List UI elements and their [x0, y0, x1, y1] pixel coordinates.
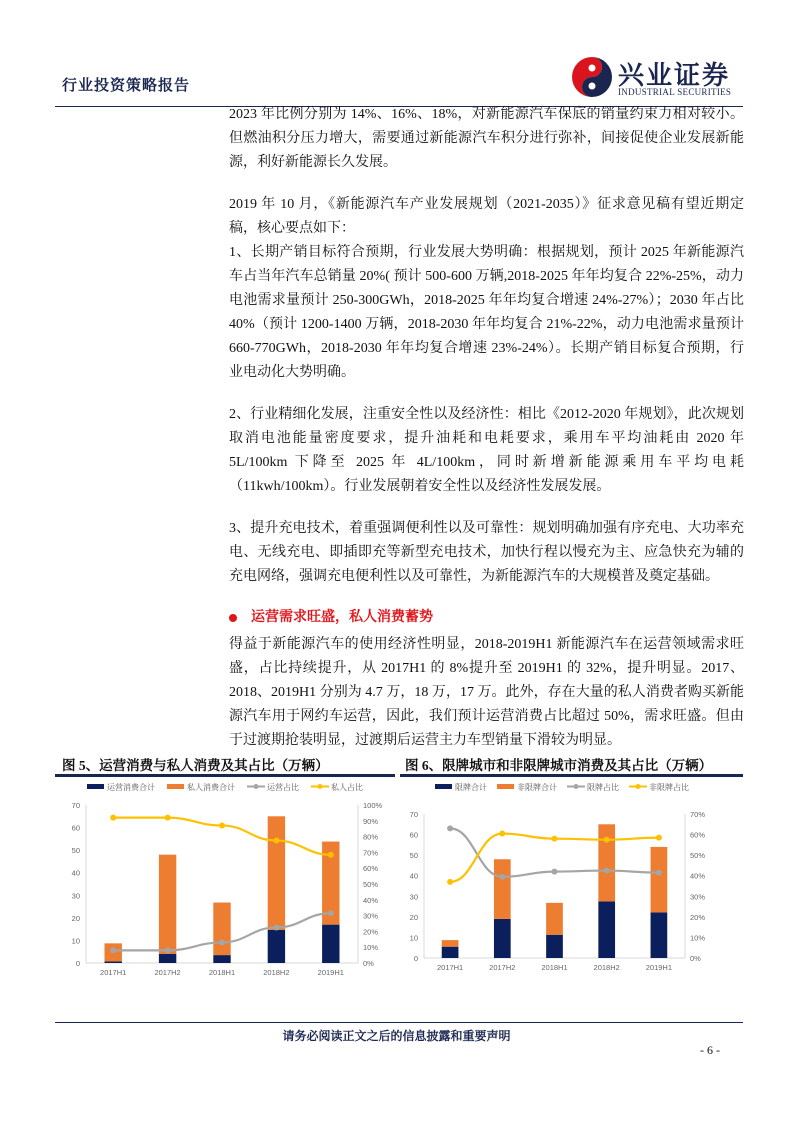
x-tick-label: 2019H1	[645, 963, 673, 972]
figure-6-chart	[400, 777, 740, 982]
paragraph-5: 3、提升充电技术，着重强调便利性以及可靠性：规划明确加强有序充电、大功率充电、无线充电、即插即充等新型充电技术，加快行程以慢充为主、应急快充为辅的充电网络，强调充电便利性以及可靠性，为新能源汽车的大规模普及奠定基础。	[229, 521, 744, 584]
page-number: - 6 -	[700, 1043, 720, 1057]
section-heading-text: 运营需求旺盛，私人消费蓄势	[251, 610, 433, 625]
body-content	[0, 103, 793, 982]
y2-tick-label: 30%	[363, 911, 379, 921]
x-tick-label: 2017H2	[489, 963, 516, 972]
line-point	[604, 837, 610, 843]
line-point	[110, 947, 116, 953]
y-tick-label: 60	[409, 830, 418, 840]
legend-swatch-1	[167, 784, 184, 789]
y-tick-label: 30	[71, 891, 80, 901]
legend-marker-3	[318, 784, 323, 789]
legend-marker-2	[254, 784, 259, 789]
line-point	[219, 823, 225, 829]
y2-tick-label: 90%	[363, 816, 379, 826]
y2-tick-label: 20%	[690, 912, 706, 922]
line-point	[656, 870, 662, 876]
legend-label: 运营占比	[267, 783, 299, 792]
section-heading	[229, 607, 793, 629]
line-point	[328, 910, 334, 916]
y2-tick-label: 10%	[690, 933, 706, 943]
bar-segment	[651, 912, 668, 958]
legend-label: 限牌占比	[587, 783, 619, 792]
bar-segment	[159, 954, 176, 963]
y-tick-label: 70	[71, 801, 80, 810]
footer-divider	[55, 1022, 743, 1023]
line-point	[552, 836, 558, 842]
bullet-icon	[229, 614, 237, 622]
figure-6	[400, 757, 743, 982]
legend-marker-3	[636, 784, 641, 789]
bar-segment	[651, 847, 668, 912]
line-point	[165, 815, 171, 821]
bar-segment	[213, 903, 230, 956]
footer-disclaimer: 请务必阅读正文之后的信息披露和重要声明	[282, 1029, 511, 1043]
line-point	[273, 924, 279, 930]
logo-en-text: INDUSTRIAL SECURITIES	[618, 87, 732, 97]
paragraph-4: 2、行业精细化发展，注重安全性以及经济性：相比《2012-2020 年规划》，此次规划取消电池能量密度要求，提升油耗和电耗要求，乘用车平均油耗由 2020 年 5L/100km 下降至 2025 年 4L/100km，同时新增新能源乘用车平均电耗（11kwh/100km）。行业发展朝着安全性以及经济性发展发展。	[229, 407, 744, 494]
bar-segment	[442, 947, 459, 958]
y2-tick-label: 70%	[690, 810, 706, 819]
bar-segment	[546, 903, 563, 935]
x-tick-label: 2017H1	[100, 968, 127, 977]
bar-segment	[322, 925, 339, 963]
line-point	[656, 835, 662, 841]
line-point	[447, 879, 453, 885]
bar-segment	[442, 940, 459, 947]
paragraph-2: 2019 年 10 月，《新能源汽车产业发展规划（2021-2035）》征求意见稿有望近期定稿，核心要点如下：	[229, 197, 744, 236]
logo-swirl-icon	[570, 55, 614, 99]
bar-segment	[159, 855, 176, 954]
bar-segment	[494, 919, 511, 958]
bar-segment	[546, 935, 563, 958]
legend-label: 私人消费合计	[187, 783, 235, 792]
figures-row	[0, 757, 793, 982]
line-point	[110, 815, 116, 821]
bar-segment	[104, 961, 121, 963]
bar-segment	[268, 816, 285, 930]
y2-tick-label: 60%	[690, 830, 706, 840]
x-tick-label: 2018H1	[208, 968, 236, 977]
y2-tick-label: 0%	[363, 959, 374, 968]
bar-segment	[598, 824, 615, 901]
report-type-title: 行业投资策略报告	[62, 78, 191, 94]
x-tick-label: 2017H1	[436, 963, 464, 972]
x-tick-label: 2018H1	[541, 963, 568, 972]
y-tick-label: 60	[71, 823, 80, 833]
line-point	[499, 831, 505, 837]
legend-swatch-0	[87, 784, 104, 789]
y-tick-label: 10	[71, 936, 80, 946]
y2-tick-label: 30%	[690, 892, 706, 902]
bar-segment	[268, 930, 285, 963]
y2-tick-label: 60%	[363, 864, 379, 874]
y2-tick-label: 10%	[363, 943, 379, 953]
paragraph-6: 得益于新能源汽车的使用经济性明显，2018-2019H1 新能源汽车在运营领域需求旺盛，占比持续提升，从 2017H1 的 8%提升至 2019H1 的 32%，提升明显。2017、2018、2019H1 分别为 4.7 万，18 万，17 万。此外，存在大量的私人消费者购买新能源汽车用于网约车运营，因此，我们预计运营消费占比超过 50%，需求旺盛。但由于过渡期抢装明显，过渡期后运营主力车型销量下滑较为明显。	[229, 637, 744, 748]
logo-cn-text: 兴业证券	[618, 61, 731, 90]
paragraph-3: 1、长期产销目标符合预期，行业发展大势明确：根据规划，预计 2025 年新能源汽车占当年汽车总销量 20%( 预计 500-600 万辆,2018-2025 年年均复合 22%-25%，动力电池需求量预计 250-300GWh，2018-2025 年年均复合增速 24%-27%）；2030 年占比 40%（预计 1200-1400 万辆，2018-2030 年年均复合 21%-22%，动力电池需求量预计 660-770GWh，2018-2030 年年均复合增速 23%-24%）。长期产销目标复合预期，行业电动化大势明确。	[229, 245, 744, 380]
y-tick-label: 40	[409, 871, 418, 881]
y-tick-label: 30	[409, 892, 418, 902]
line-point	[604, 868, 610, 874]
y2-tick-label: 100%	[363, 801, 383, 810]
y-tick-label: 50	[409, 851, 418, 861]
paragraph-1: 2023 年比例分别为 14%、16%、18%，对新能源汽车保底的销量约束力相对较小。但燃油积分压力增大，需要通过新能源汽车积分进行弥补，间接促使企业发展新能源，利好新能源长久发展。	[229, 107, 744, 170]
y-tick-label: 20	[71, 913, 80, 923]
y2-tick-label: 40%	[363, 895, 379, 905]
y-tick-label: 50	[71, 846, 80, 856]
figure-5-chart	[55, 777, 395, 982]
legend-label: 私人占比	[331, 783, 363, 792]
figure-5-caption: 图 5、运营消费与私人消费及其占比（万辆）	[62, 758, 329, 773]
y2-tick-label: 40%	[690, 871, 706, 881]
y-tick-label: 20	[409, 912, 418, 922]
y2-tick-label: 20%	[363, 927, 379, 937]
company-logo	[570, 55, 740, 101]
line-point	[447, 825, 453, 831]
line-point	[273, 838, 279, 844]
figure-5	[55, 757, 395, 982]
legend-label: 非限牌合计	[517, 783, 557, 792]
bar-segment	[213, 955, 230, 963]
line-point	[165, 947, 171, 953]
figure-6-caption: 图 6、限牌城市和非限牌城市消费及其占比（万辆）	[405, 758, 713, 773]
legend-label: 非限牌占比	[649, 783, 689, 792]
legend-label: 限牌合计	[455, 783, 487, 792]
line-point	[499, 874, 505, 880]
y-tick-label: 40	[71, 868, 80, 878]
y2-tick-label: 0%	[690, 954, 701, 963]
y2-tick-label: 80%	[363, 832, 379, 842]
y-tick-label: 0	[413, 954, 418, 963]
y2-tick-label: 50%	[690, 851, 706, 861]
line-point	[328, 852, 334, 858]
bar-segment	[494, 859, 511, 919]
x-tick-label: 2019H1	[317, 968, 344, 977]
x-tick-label: 2018H2	[263, 968, 290, 977]
y2-tick-label: 50%	[363, 880, 379, 889]
bar-segment	[598, 901, 615, 958]
line-point	[219, 939, 225, 945]
legend-swatch-0	[435, 784, 452, 789]
y2-tick-label: 70%	[363, 848, 379, 858]
line-point	[552, 869, 558, 875]
legend-label: 运营消费合计	[107, 783, 155, 792]
y-tick-label: 70	[409, 810, 418, 819]
y-tick-label: 0	[75, 959, 80, 968]
y-tick-label: 10	[409, 933, 418, 943]
x-tick-label: 2017H2	[154, 968, 181, 977]
legend-marker-2	[574, 784, 579, 789]
x-tick-label: 2018H2	[593, 963, 620, 972]
legend-swatch-1	[497, 784, 514, 789]
